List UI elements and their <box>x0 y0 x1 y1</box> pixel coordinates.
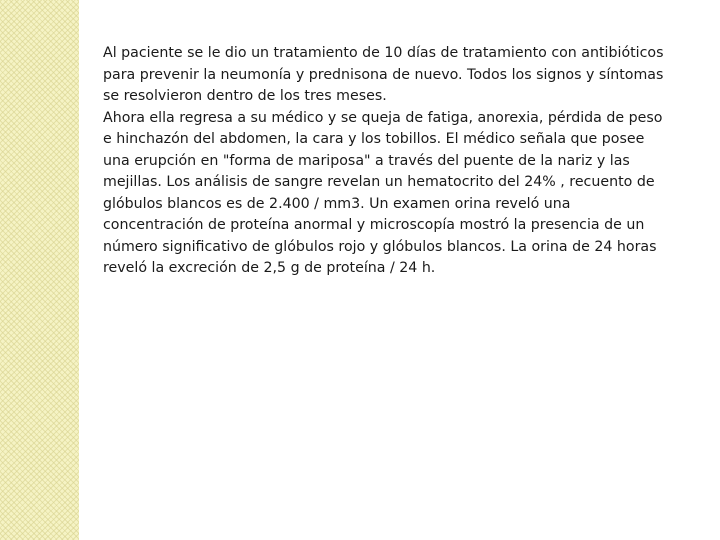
text-line: para prevenir la neumonía y prednisona de nuevo. Todos los signos y síntomas <box>103 66 664 83</box>
text-line: se resolvieron dentro de los tres meses. <box>103 88 387 104</box>
text-line: Al paciente se le dio un tratamiento de 10 días de tratamiento con antibióticos <box>103 45 664 61</box>
text-line: una erupción en "forma de mariposa" a través del puente de la nariz y las <box>103 152 630 169</box>
text-line: número significativo de glóbulos rojo y glóbulos blancos. La orina de 24 horas <box>103 238 657 255</box>
case-text <box>103 43 693 280</box>
text-line: glóbulos blancos es de 2.400 / mm3. Un examen orina reveló una <box>103 195 571 212</box>
decorative-side-band <box>0 0 79 540</box>
text-line: e hinchazón del abdomen, la cara y los tobillos. El médico señala que posee <box>103 131 645 147</box>
text-line: mejillas. Los análisis de sangre revelan un hematocrito del 24% , recuento de <box>103 174 655 190</box>
text-line: reveló la excreción de 2,5 g de proteína / 24 h. <box>103 260 436 276</box>
text-line: concentración de proteína anormal y microscopía mostró la presencia de un <box>103 217 645 233</box>
text-line: Ahora ella regresa a su médico y se queja de fatiga, anorexia, pérdida de peso <box>103 109 663 126</box>
